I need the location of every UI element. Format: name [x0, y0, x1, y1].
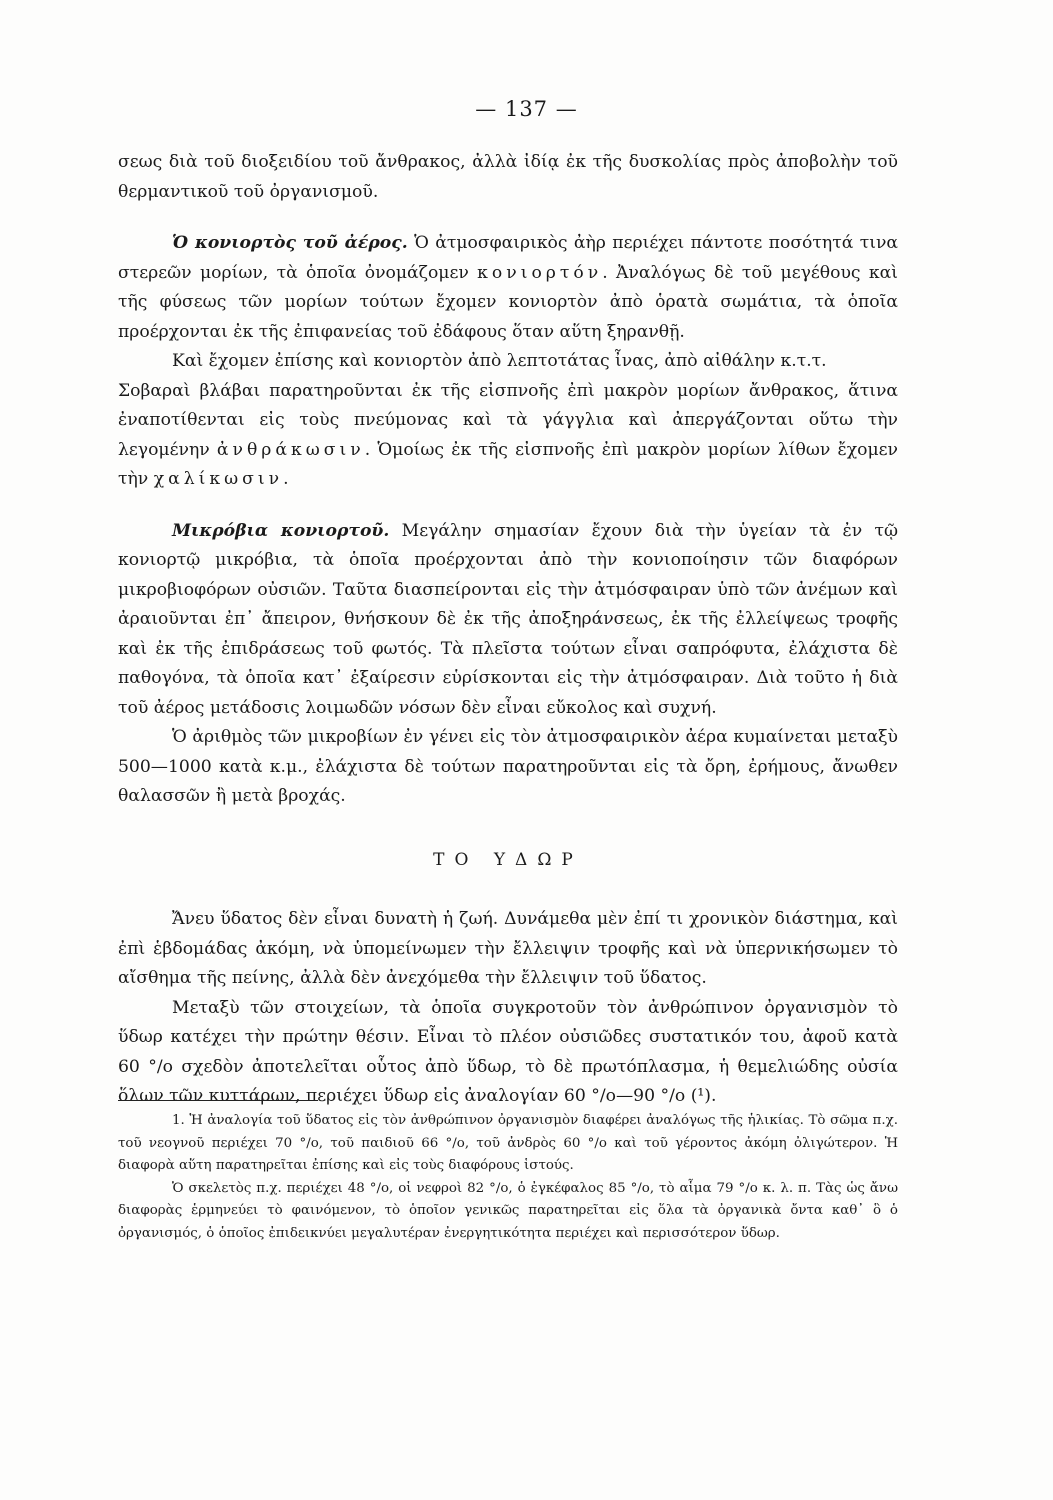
spaced-term: κονιορτόν — [477, 262, 603, 283]
spaced-term: χαλίκωσιν — [153, 469, 284, 489]
paragraph-dust-microbes: Μικρόβια κονιορτοῦ. Μεγάλην σημασίαν ἔχουν διὰ τὴν ὑγείαν τὰ ἐν τῷ κονιορτῷ μικρόβια, τὰ ὁποῖα προέρχονται ἀπὸ τὴν κονιοποίησιν τῶν διαφόρων μικροβιοφόρων οὐσιῶν. Ταῦτα διασπείρονται εἰς τὴν ἀτμόσφαιραν ὑπὸ τῶν ἀνέμων καὶ ἀραιοῦνται ἐπ᾽ ἄπειρον, θνήσκουν δὲ ἐκ τῆς ἀποξηράνσεως, ἐκ τῆς ἐλλείψεως τροφῆς καὶ ἐκ τῆς ἐπιδράσεως τοῦ φωτός. Τὰ πλεῖστα τούτων εἶναι σαπρόφυτα, ἐλάχιστα δὲ παθογόνα, τὰ ὁποῖα κατ᾽ ἐξαίρεσιν εὑρίσκονται εἰς τὴν ἀτμόσφαιραν. Διὰ τοῦτο ἡ διὰ τοῦ ἀέρος μετάδοσις λοιμωδῶν νόσων δὲν εἶναι εὔκολος καὶ συχνή. — [118, 520, 898, 718]
spaced-term: ἀνθράκωσιν — [216, 439, 365, 460]
main-text — [118, 148, 898, 1112]
footnote-1-continued: Ὁ σκελετὸς π.χ. περιέχει 48 °/ο, οἱ νεφροὶ 82 °/ο, ὁ ἐγκέφαλος 85 °/ο, τὸ αἷμα 79 °/ο κ. λ. π. Τὰς ὡς ἄνω διαφορὰς ἑρμηνεύει τὸ φαινόμενον, τὸ ὁποῖον γενικῶς παρατηρεῖται εἰς ὅλα τὰ ὀργανικὰ ὄντα καθ᾽ ὃ ὁ ὀργανισμός, ὁ ὁποῖος ἐπιδεικνύει μεγαλυτέραν ἐνεργητικότητα περιέχει καὶ περισσότερον ὕδωρ. — [118, 1180, 898, 1241]
paragraph-air-dust: Ὁ κονιορτὸς τοῦ ἀέρος. Ὁ ἀτμοσφαιρικὸς ἀὴρ περιέχει πάντοτε ποσότητά τινα στερεῶν μορίων, τὰ ὁποῖα ὀνομάζομεν κονιορτόν. Ἀναλόγως δὲ τοῦ μεγέθους καὶ τῆς φύσεως τῶν μορίων τούτων ἔχομεν κονιορτὸν ἀπὸ ὁρατὰ σωμάτια, τὰ ὁποῖα προέρχονται ἐκ τῆς ἐπιφανείας τοῦ ἐδάφους ὅταν αὕτη ξηρανθῇ. — [118, 233, 898, 342]
paragraph-water-life: Ἄνευ ὕδατος δὲν εἶναι δυνατὴ ἡ ζωή. Δυνάμεθα μὲν ἐπί τι χρονικὸν διάστημα, καὶ ἐπὶ ἑβδομάδας ἀκόμη, νὰ ὑπομείνωμεν τὴν ἔλλειψιν τροφῆς καὶ νὰ ὑπερνικήσωμεν τὸ αἴσθημα τῆς πείνης, ἀλλὰ δὲν ἀνεχόμεθα τὴν ἔλλειψιν τοῦ ὕδατος. — [118, 909, 898, 988]
footnote-divider — [118, 1100, 318, 1101]
footnotes — [118, 1110, 898, 1245]
section-lead-microbes: Μικρόβια κονιορτοῦ. — [172, 520, 390, 541]
paragraph-damage: Σοβαραὶ βλάβαι παρατηροῦνται ἐκ τῆς εἰσπνοῆς ἐπὶ μακρὸν μορίων ἄνθρακος, ἅτινα ἐναποτίθενται εἰς τοὺς πνεύμονας καὶ τὰ γάγγλια καὶ ἀπεργάζονται οὕτω τὴν λεγομένην ἀνθράκωσιν. Ὁμοίως ἐκ τῆς εἰσπνοῆς ἐπὶ μακρὸν μορίων λίθων ἔχομεν τὴν χαλίκωσιν. — [118, 380, 898, 489]
section-lead-air-dust: Ὁ κονιορτὸς τοῦ ἀέρος. — [172, 233, 408, 253]
section-heading-water: ΤΟ ΥΔΩΡ — [433, 849, 583, 870]
page-number: — 137 — — [475, 97, 578, 121]
paragraph-fine-fibres: Καὶ ἔχομεν ἐπίσης καὶ κονιορτὸν ἀπὸ λεπτοτάτας ἶνας, ἀπὸ αἰθάλην κ.τ.τ. — [172, 351, 827, 371]
paragraph-microbe-count: Ὁ ἀριθμὸς τῶν μικροβίων ἐν γένει εἰς τὸν ἀτμοσφαιρικὸν ἀέρα κυμαίνεται μεταξὺ 500—1000 κατὰ κ.μ., ἐλάχιστα δὲ τούτων παρατηροῦνται εἰς τὰ ὄρη, ἐρήμους, ἄνωθεν θαλασσῶν ἢ μετὰ βροχάς. — [118, 727, 898, 806]
paragraph-continuation: σεως διὰ τοῦ διοξειδίου τοῦ ἄνθρακος, ἀλλὰ ἰδίᾳ ἐκ τῆς δυσκολίας πρὸς ἀποβολὴν τοῦ θερμαντικοῦ τοῦ ὀργανισμοῦ. — [118, 152, 898, 202]
footnote-1: 1. Ἡ ἀναλογία τοῦ ὕδατος εἰς τὸν ἀνθρώπινον ὀργανισμὸν διαφέρει ἀναλόγως τῆς ἡλικίας. Τὸ σῶμα π.χ. τοῦ νεογνοῦ περιέχει 70 °/ο, τοῦ παιδιοῦ 66 °/ο, τοῦ ἀνδρὸς 60 °/ο καὶ τοῦ γέροντος ἀκόμη ὀλιγώτερον. Ἡ διαφορὰ αὕτη παρατηρεῖται ἐπίσης καὶ εἰς τοὺς διαφόρους ἱστούς. — [118, 1113, 898, 1173]
paragraph-water-composition: Μεταξὺ τῶν στοιχείων, τὰ ὁποῖα συγκροτοῦν τὸν ἀνθρώπινον ὀργανισμὸν τὸ ὕδωρ κατέχει τὴν πρώτην θέσιν. Εἶναι τὸ πλέον οὐσιῶδες συστατικόν του, ἀφοῦ κατὰ 60 °/ο σχεδὸν ἀποτελεῖται οὗτος ἀπὸ ὕδωρ, τὸ δὲ πρωτόπλασμα, ἡ θεμελιώδης οὐσία ὅλων τῶν κυττάρων, περιέχει ὕδωρ εἰς ἀναλογίαν 60 °/ο—90 °/ο (¹). — [118, 997, 898, 1106]
